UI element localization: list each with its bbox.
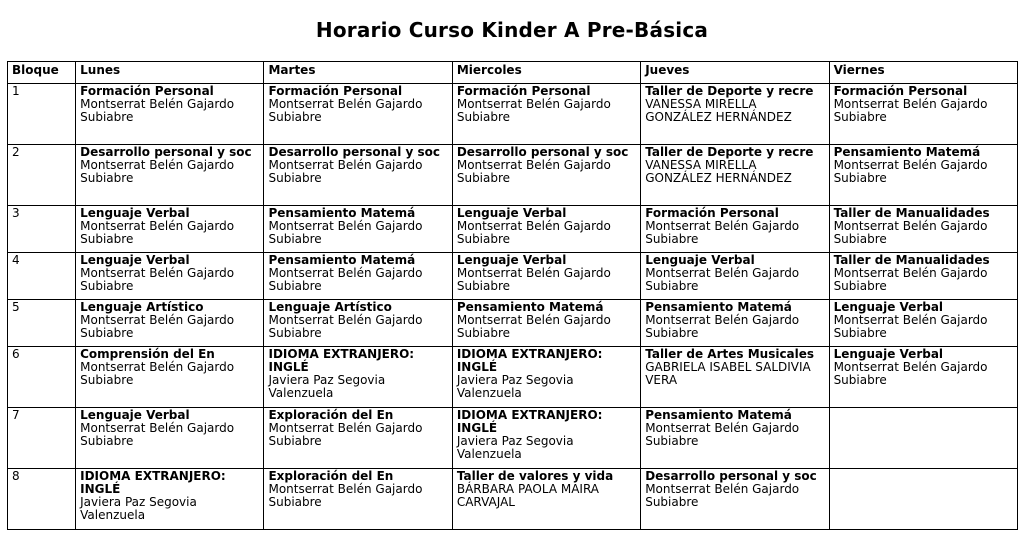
bloque-cell: [8, 469, 76, 530]
subject-name: Lenguaje Verbal: [645, 253, 755, 267]
teacher-name: Javiera Paz Segovia Valenzuela: [268, 373, 386, 400]
table-row: [8, 145, 1018, 206]
subject-name: Lenguaje Verbal: [456, 206, 567, 220]
teacher-name: Montserrat Belén Gajardo Subiabre: [456, 313, 611, 340]
schedule-cell: [264, 206, 452, 253]
bloque-number: 3: [12, 206, 20, 220]
teacher-name: BÁRBARA PAOLA MAIRA CARVAJAL: [456, 482, 599, 509]
subject-name: Lenguaje Verbal: [456, 253, 567, 267]
teacher-name: Montserrat Belén Gajardo Subiabre: [645, 219, 800, 246]
subject-name: Pensamiento Matemá: [268, 206, 416, 220]
teacher-name: Montserrat Belén Gajardo Subiabre: [268, 158, 423, 185]
bloque-cell: [8, 84, 76, 145]
teacher-name: Montserrat Belén Gajardo Subiabre: [833, 219, 988, 246]
teacher-name: Montserrat Belén Gajardo Subiabre: [80, 360, 235, 387]
table-row: [8, 347, 1018, 408]
schedule-cell: [641, 206, 829, 253]
subject-name: Desarrollo personal y soc: [456, 145, 629, 159]
bloque-number: 6: [12, 347, 20, 361]
schedule-cell: [76, 253, 264, 300]
teacher-name: Montserrat Belén Gajardo Subiabre: [833, 360, 988, 387]
teacher-name: Montserrat Belén Gajardo Subiabre: [80, 313, 235, 340]
schedule-cell: [641, 469, 829, 530]
bloque-cell: [8, 145, 76, 206]
schedule-cell: [76, 347, 264, 408]
schedule-cell: [264, 84, 452, 145]
bloque-number: 7: [12, 408, 20, 422]
schedule-cell: [76, 206, 264, 253]
schedule-body: [8, 84, 1018, 530]
schedule-cell: [76, 408, 264, 469]
subject-name: Lenguaje Verbal: [80, 408, 190, 422]
teacher-name: Montserrat Belén Gajardo Subiabre: [456, 97, 611, 124]
table-row: [8, 408, 1018, 469]
schedule-cell: [641, 84, 829, 145]
schedule-cell: [452, 300, 640, 347]
subject-name: Lenguaje Verbal: [80, 206, 190, 220]
subject-name: Pensamiento Matemá: [268, 253, 416, 267]
subject-name: Taller de Deporte y recre: [645, 145, 814, 159]
schedule-cell: [452, 206, 640, 253]
teacher-name: Montserrat Belén Gajardo Subiabre: [456, 158, 611, 185]
subject-name: Taller de Manualidades: [833, 206, 990, 220]
subject-name: Lenguaje Verbal: [833, 300, 944, 314]
subject-name: Exploración del En: [268, 408, 394, 422]
bloque-cell: [8, 206, 76, 253]
teacher-name: Javiera Paz Segovia Valenzuela: [80, 495, 197, 522]
schedule-cell: [829, 347, 1017, 408]
schedule-cell: [829, 300, 1017, 347]
teacher-name: Montserrat Belén Gajardo Subiabre: [833, 313, 988, 340]
schedule-cell: [452, 408, 640, 469]
teacher-name: Montserrat Belén Gajardo Subiabre: [80, 421, 235, 448]
subject-name: Pensamiento Matemá: [833, 145, 981, 159]
bloque-cell: [8, 408, 76, 469]
subject-name: Formación Personal: [833, 84, 968, 98]
header-jueves: Jueves: [641, 62, 829, 84]
table-row: [8, 300, 1018, 347]
teacher-name: Montserrat Belén Gajardo Subiabre: [833, 266, 988, 293]
subject-name: Desarrollo personal y soc: [268, 145, 441, 159]
teacher-name: Montserrat Belén Gajardo Subiabre: [645, 421, 800, 448]
teacher-name: Montserrat Belén Gajardo Subiabre: [80, 97, 235, 124]
schedule-cell: [452, 84, 640, 145]
schedule-cell: [829, 408, 1017, 469]
bloque-cell: [8, 253, 76, 300]
teacher-name: Montserrat Belén Gajardo Subiabre: [80, 219, 235, 246]
schedule-cell: [452, 469, 640, 530]
subject-name: Lenguaje Artístico: [80, 300, 204, 314]
subject-name: Formación Personal: [456, 84, 591, 98]
schedule-cell: [641, 253, 829, 300]
schedule-cell: [829, 206, 1017, 253]
schedule-cell: [264, 408, 452, 469]
header-lunes: Lunes: [76, 62, 264, 84]
bloque-cell: [8, 347, 76, 408]
teacher-name: Javiera Paz Segovia Valenzuela: [456, 434, 574, 461]
schedule-cell: [641, 300, 829, 347]
teacher-name: Montserrat Belén Gajardo Subiabre: [268, 219, 423, 246]
schedule-cell: [76, 300, 264, 347]
subject-name: Desarrollo personal y soc: [80, 145, 252, 159]
teacher-name: VANESSA MIRELLA GONZÁLEZ HERNÁNDEZ: [645, 158, 792, 185]
teacher-name: Montserrat Belén Gajardo Subiabre: [833, 97, 988, 124]
subject-name: IDIOMA EXTRANJERO: INGLÉ: [456, 347, 603, 374]
teacher-name: Javiera Paz Segovia Valenzuela: [456, 373, 574, 400]
teacher-name: GABRIELA ISABEL SALDIVIA VERA: [645, 360, 811, 387]
teacher-name: Montserrat Belén Gajardo Subiabre: [268, 313, 423, 340]
bloque-number: 4: [12, 253, 20, 267]
schedule-cell: [452, 253, 640, 300]
schedule-cell: [264, 469, 452, 530]
bloque-number: 1: [12, 84, 20, 98]
schedule-cell: [452, 145, 640, 206]
subject-name: Pensamiento Matemá: [456, 300, 604, 314]
teacher-name: Montserrat Belén Gajardo Subiabre: [645, 313, 800, 340]
teacher-name: Montserrat Belén Gajardo Subiabre: [268, 97, 423, 124]
teacher-name: Montserrat Belén Gajardo Subiabre: [268, 482, 423, 509]
schedule-cell: [829, 145, 1017, 206]
schedule-cell: [452, 347, 640, 408]
subject-name: Lenguaje Verbal: [80, 253, 190, 267]
bloque-number: 8: [12, 469, 20, 483]
schedule-cell: [76, 145, 264, 206]
table-row: [8, 469, 1018, 530]
subject-name: IDIOMA EXTRANJERO: INGLÉ: [456, 408, 603, 435]
subject-name: IDIOMA EXTRANJERO: INGLÉ: [80, 469, 226, 496]
schedule-cell: [264, 145, 452, 206]
schedule-cell: [641, 408, 829, 469]
header-viernes: Viernes: [829, 62, 1017, 84]
table-row: [8, 253, 1018, 300]
page-title: Horario Curso Kinder A Pre-Básica: [315, 18, 709, 42]
subject-name: IDIOMA EXTRANJERO: INGLÉ: [268, 347, 415, 374]
schedule-cell: [829, 253, 1017, 300]
subject-name: Pensamiento Matemá: [645, 300, 792, 314]
teacher-name: Montserrat Belén Gajardo Subiabre: [80, 266, 235, 293]
bloque-number: 5: [12, 300, 20, 314]
schedule-cell: [264, 253, 452, 300]
teacher-name: Montserrat Belén Gajardo Subiabre: [80, 158, 235, 185]
subject-name: Taller de Deporte y recre: [645, 84, 814, 98]
subject-name: Pensamiento Matemá: [645, 408, 792, 422]
schedule-cell: [829, 469, 1017, 530]
subject-name: Lenguaje Artístico: [268, 300, 392, 314]
subject-name: Desarrollo personal y soc: [645, 469, 817, 483]
bloque-cell: [8, 300, 76, 347]
teacher-name: Montserrat Belén Gajardo Subiabre: [645, 266, 800, 293]
subject-name: Formación Personal: [645, 206, 779, 220]
teacher-name: VANESSA MIRELLA GONZÁLEZ HERNÁNDEZ: [645, 97, 792, 124]
teacher-name: Montserrat Belén Gajardo Subiabre: [833, 158, 988, 185]
header-miercoles: Miercoles: [452, 62, 640, 84]
schedule-cell: [76, 84, 264, 145]
header-row: [8, 62, 1018, 84]
table-row: [8, 84, 1018, 145]
schedule-cell: [76, 469, 264, 530]
subject-name: Taller de Manualidades: [833, 253, 990, 267]
header-bloque: Bloque: [8, 62, 76, 84]
bloque-number: 2: [12, 145, 20, 159]
subject-name: Formación Personal: [80, 84, 214, 98]
subject-name: Taller de valores y vida: [456, 469, 614, 483]
subject-name: Exploración del En: [268, 469, 394, 483]
schedule-table: [7, 61, 1018, 530]
schedule-cell: [641, 145, 829, 206]
schedule-cell: [829, 84, 1017, 145]
subject-name: Comprensión del En: [80, 347, 215, 361]
subject-name: Taller de Artes Musicales: [645, 347, 815, 361]
teacher-name: Montserrat Belén Gajardo Subiabre: [645, 482, 800, 509]
teacher-name: Montserrat Belén Gajardo Subiabre: [268, 266, 423, 293]
schedule-cell: [264, 347, 452, 408]
header-martes: Martes: [264, 62, 452, 84]
subject-name: Lenguaje Verbal: [833, 347, 944, 361]
teacher-name: Montserrat Belén Gajardo Subiabre: [456, 266, 611, 293]
teacher-name: Montserrat Belén Gajardo Subiabre: [456, 219, 611, 246]
subject-name: Formación Personal: [268, 84, 403, 98]
schedule-cell: [264, 300, 452, 347]
teacher-name: Montserrat Belén Gajardo Subiabre: [268, 421, 423, 448]
schedule-cell: [641, 347, 829, 408]
table-row: [8, 206, 1018, 253]
